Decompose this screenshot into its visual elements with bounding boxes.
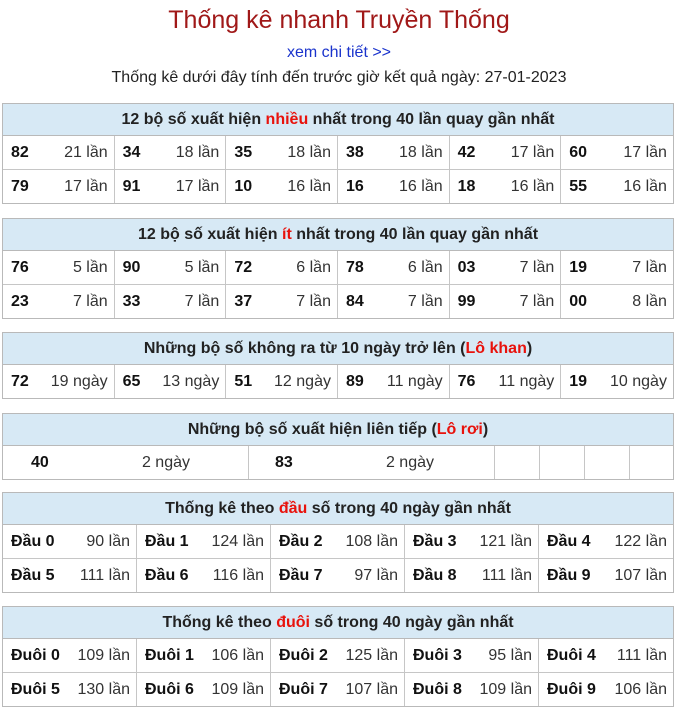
stat-cell [338, 285, 450, 318]
stat-number: 35 [234, 143, 253, 161]
stat-cell [561, 170, 673, 203]
least-frequent-panel [2, 218, 674, 319]
stat-cell [450, 365, 562, 398]
table-row [3, 446, 673, 479]
stat-number: 10 [234, 177, 253, 195]
stat-count: 121 lần [479, 532, 532, 550]
stat-cell [137, 559, 271, 592]
stat-cell [137, 673, 271, 706]
stat-number: 72 [234, 258, 253, 276]
stat-number: Đuôi 2 [279, 646, 328, 664]
stat-count: 6 lần [407, 258, 443, 276]
stat-number: Đầu 5 [11, 566, 55, 584]
stat-cell [115, 170, 227, 203]
stat-count: 16 lần [287, 177, 331, 195]
stat-cell: 83 2 ngày [249, 446, 495, 479]
stat-number: 00 [569, 292, 588, 310]
stat-cell [539, 673, 673, 706]
stat-cell [271, 559, 405, 592]
stat-cell: 40 2 ngày [3, 446, 249, 479]
stat-number: 42 [457, 143, 476, 161]
stat-count: 111 lần [79, 566, 130, 584]
stat-count: 17 lần [64, 177, 108, 195]
stat-cell [338, 170, 450, 203]
stat-number: 90 [122, 258, 141, 276]
stat-number: Đuôi 4 [547, 646, 596, 664]
stat-count: 95 lần [488, 646, 532, 664]
stat-cell [271, 639, 405, 672]
stat-number: 55 [569, 177, 588, 195]
stat-number: 84 [345, 292, 364, 310]
stat-cell [338, 251, 450, 284]
stat-cell [115, 285, 227, 318]
stat-number: Đầu 4 [547, 532, 591, 550]
stat-count: 17 lần [175, 177, 220, 195]
stat-count: 5 lần [184, 258, 220, 276]
stat-number: Đuôi 0 [11, 646, 60, 664]
stat-cell [405, 559, 539, 592]
stat-cell [115, 251, 227, 284]
stat-count: 109 lần [211, 680, 264, 698]
stat-number: 16 [345, 177, 364, 195]
stat-count: 10 ngày [610, 372, 667, 390]
stat-count: 7 lần [72, 292, 108, 310]
panel-header: Thống kê theo đầu số trong 40 ngày gần nhất [3, 493, 673, 525]
stat-count: 18 lần [175, 143, 220, 161]
stat-number: Đuôi 9 [547, 680, 596, 698]
empty-cell [630, 446, 673, 479]
stat-cell [405, 639, 539, 672]
stat-count: 111 lần [616, 646, 667, 664]
stat-count: 11 ngày [498, 372, 555, 390]
detail-link[interactable]: xem chi tiết >> [286, 44, 392, 61]
stat-cell [3, 525, 137, 558]
stat-count: 109 lần [77, 646, 130, 664]
stat-cell [137, 639, 271, 672]
stat-number: Đuôi 5 [11, 680, 60, 698]
stat-number: 89 [345, 372, 364, 390]
dau-stats-panel [2, 492, 674, 593]
stat-number: Đầu 3 [413, 532, 457, 550]
stat-cell [3, 365, 115, 398]
page-subtitle: Thống kê dưới đây tính đến trước giờ kết quả ngày: 27-01-2023 [111, 69, 567, 86]
most-frequent-panel [2, 103, 674, 204]
stat-cell [338, 136, 450, 169]
stat-cell [561, 285, 673, 318]
stat-number: 91 [122, 177, 141, 195]
empty-cell [495, 446, 540, 479]
stat-number: 76 [457, 372, 476, 390]
stat-cell [450, 251, 562, 284]
stat-count: 125 lần [345, 646, 398, 664]
stat-cell [3, 673, 137, 706]
stat-number: Đuôi 1 [145, 646, 194, 664]
stat-number: Đuôi 6 [145, 680, 194, 698]
table-row [3, 251, 673, 285]
duoi-stats-panel [2, 606, 674, 707]
stat-count: 106 lần [211, 646, 264, 664]
stat-number: 65 [122, 372, 141, 390]
stat-count: 90 lần [86, 532, 130, 550]
stat-count: 16 lần [399, 177, 443, 195]
stat-count: 124 lần [211, 532, 264, 550]
stat-cell [226, 285, 338, 318]
table-row [3, 559, 673, 592]
panel-header: Những bộ số không ra từ 10 ngày trở lên (Lô khan) [3, 333, 673, 365]
stat-number: 34 [122, 143, 141, 161]
table-row [3, 136, 673, 170]
stat-cell [539, 639, 673, 672]
stat-count: 107 lần [614, 566, 667, 584]
page-title: Thống kê nhanh Truyền Thống [168, 6, 510, 34]
stat-count: 7 lần [184, 292, 220, 310]
stat-count: 116 lần [212, 566, 264, 584]
empty-cell [540, 446, 585, 479]
table-row [3, 365, 673, 398]
stat-cell [450, 136, 562, 169]
lo-khan-panel [2, 332, 674, 399]
stat-cell [450, 285, 562, 318]
stat-count: 11 ngày [386, 372, 443, 390]
stat-cell [226, 365, 338, 398]
stat-number: 78 [345, 258, 364, 276]
stat-number: Đuôi 8 [413, 680, 462, 698]
stat-count: 7 lần [632, 258, 667, 276]
stat-number: 23 [11, 292, 29, 310]
stat-count: 107 lần [345, 680, 398, 698]
stat-cell [450, 170, 562, 203]
stat-cell [137, 525, 271, 558]
stat-number: Đầu 8 [413, 566, 457, 584]
stat-number: 33 [122, 292, 141, 310]
stat-cell [226, 136, 338, 169]
stat-number: Đầu 2 [279, 532, 323, 550]
stat-number: Đầu 9 [547, 566, 591, 584]
stat-count: 17 lần [623, 143, 667, 161]
stat-count: 6 lần [296, 258, 331, 276]
stat-count: 16 lần [510, 177, 555, 195]
stat-cell [226, 170, 338, 203]
stat-number: Đầu 7 [279, 566, 323, 584]
stat-number: 03 [457, 258, 476, 276]
table-row [3, 170, 673, 203]
table-row [3, 673, 673, 706]
stat-cell [338, 365, 450, 398]
table-row [3, 285, 673, 318]
stat-cell [405, 673, 539, 706]
panel-header: 12 bộ số xuất hiện nhiều nhất trong 40 lần quay gần nhất [3, 104, 673, 136]
stat-number: 76 [11, 258, 29, 276]
stat-count: 13 ngày [162, 372, 220, 390]
stat-cell [3, 136, 115, 169]
stat-count: 106 lần [614, 680, 667, 698]
stat-cell [539, 525, 673, 558]
stat-cell [115, 365, 227, 398]
stat-count: 97 lần [354, 566, 398, 584]
stat-cell [561, 365, 673, 398]
stat-count: 18 lần [287, 143, 331, 161]
stat-number: 19 [569, 258, 588, 276]
stat-count: 7 lần [519, 292, 555, 310]
panel-header: Những bộ số xuất hiện liên tiếp (Lô rơi) [3, 414, 673, 446]
stat-count: 130 lần [77, 680, 130, 698]
stat-number: Đuôi 3 [413, 646, 462, 664]
stat-number: Đầu 6 [145, 566, 189, 584]
stat-count: 17 lần [510, 143, 555, 161]
stat-number: 99 [457, 292, 476, 310]
stat-count: 5 lần [72, 258, 108, 276]
stat-number: 19 [569, 372, 588, 390]
stat-count: 122 lần [614, 532, 667, 550]
stat-cell [539, 559, 673, 592]
stat-number: Đầu 1 [145, 532, 189, 550]
lo-roi-panel [2, 413, 674, 480]
stat-count: 16 lần [623, 177, 667, 195]
stat-count: 111 lần [481, 566, 532, 584]
stat-cell [271, 673, 405, 706]
stat-count: 21 lần [64, 143, 108, 161]
stat-number: 60 [569, 143, 588, 161]
table-row [3, 639, 673, 673]
panel-header: Thống kê theo đuôi số trong 40 ngày gần nhất [3, 607, 673, 639]
stat-cell [3, 639, 137, 672]
stat-number: 82 [11, 143, 29, 161]
stat-count: 7 lần [296, 292, 331, 310]
stat-cell [561, 136, 673, 169]
stat-count: 12 ngày [274, 372, 331, 390]
stat-cell [3, 285, 115, 318]
stat-count: 8 lần [632, 292, 667, 310]
stat-number: 37 [234, 292, 253, 310]
stat-cell [561, 251, 673, 284]
stat-count: 109 lần [479, 680, 532, 698]
stat-count: 19 ngày [50, 372, 108, 390]
empty-cell [585, 446, 630, 479]
stat-number: 38 [345, 143, 364, 161]
stat-count: 7 lần [407, 292, 443, 310]
stat-cell [405, 525, 539, 558]
stat-number: 51 [234, 372, 253, 390]
panel-header: 12 bộ số xuất hiện ít nhất trong 40 lần quay gần nhất [3, 219, 673, 251]
stat-cell [3, 170, 115, 203]
stat-number: 72 [11, 372, 29, 390]
stat-number: 18 [457, 177, 476, 195]
stat-count: 18 lần [399, 143, 443, 161]
stat-number: Đầu 0 [11, 532, 55, 550]
stat-cell [271, 525, 405, 558]
stat-number: 79 [11, 177, 29, 195]
stat-cell [115, 136, 227, 169]
stat-count: 7 lần [519, 258, 555, 276]
stat-cell [226, 251, 338, 284]
table-row [3, 525, 673, 559]
stat-cell [3, 251, 115, 284]
stat-cell [3, 559, 137, 592]
stat-count: 108 lần [345, 532, 398, 550]
stat-number: Đuôi 7 [279, 680, 328, 698]
